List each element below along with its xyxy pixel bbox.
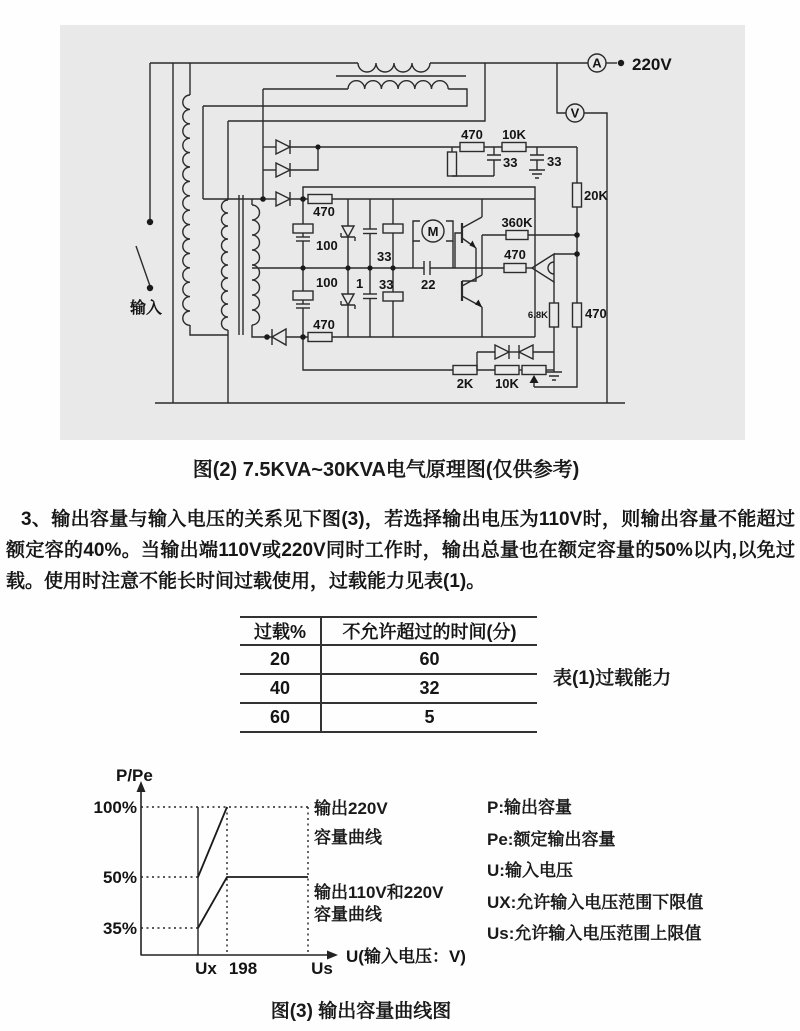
label-r10k-bottom: 10K	[495, 376, 519, 391]
x-tick-us: Us	[311, 959, 333, 978]
curve2-label-line1: 输出110V和220V	[314, 883, 444, 902]
label-r360k: 360K	[501, 215, 533, 230]
label-c33-d: 33	[379, 277, 394, 292]
y-tick-35: 35%	[102, 919, 137, 938]
table-cell: 5	[424, 707, 435, 727]
curve1-label-line2: 容量曲线	[314, 828, 382, 847]
y-axis-label: P/Pe	[116, 766, 153, 785]
x-tick-ux: Ux	[195, 959, 217, 978]
curve2-label-line2: 容量曲线	[314, 905, 382, 924]
label-r470-right: 470	[585, 306, 607, 321]
table-caption: 表(1)过载能力	[553, 668, 672, 689]
label-r470-d4: 470	[313, 317, 335, 332]
label-r20k: 20K	[584, 188, 608, 203]
table-header-time: 不允许超过的时间(分)	[342, 622, 517, 642]
table-cell: 20	[240, 646, 322, 673]
label-r470-d3: 470	[313, 204, 335, 219]
label-r10k-top: 10K	[502, 127, 526, 142]
motor-label: M	[427, 224, 439, 239]
chart-legend	[487, 792, 703, 950]
overload-table	[240, 616, 537, 733]
table-cell: 60	[240, 704, 322, 731]
capacity-chart	[0, 750, 520, 1000]
circuit-schematic	[0, 0, 800, 460]
legend-item-us: Us:允许输入电压范围上限值	[487, 924, 702, 944]
chart-curves	[198, 807, 308, 928]
legend-item-ux: UX:允许输入电压范围下限值	[487, 892, 704, 912]
legend-item-pe: Pe:额定输出容量	[487, 829, 616, 849]
label-c1: 1	[356, 276, 364, 291]
label-r100-b: 100	[316, 275, 338, 290]
y-tick-50: 50%	[102, 868, 137, 887]
label-r100-a: 100	[316, 238, 338, 253]
figure3-caption: 图(3) 输出容量曲线图	[270, 1001, 452, 1022]
curve-220v	[198, 807, 227, 877]
label-c33-c: 33	[377, 249, 392, 264]
table-cell: 40	[240, 675, 322, 702]
table-header-row	[240, 618, 537, 646]
table-row	[240, 704, 537, 733]
chart-axes	[141, 788, 331, 955]
input-label: 输入	[129, 300, 163, 317]
y-tick-100: 100%	[93, 798, 137, 817]
table-cell: 60	[419, 649, 440, 669]
legend-item-p: P:输出容量	[487, 798, 572, 817]
label-c22: 22	[421, 277, 436, 292]
table-header-overload: 过载%	[240, 618, 322, 644]
label-r470-top: 470	[461, 127, 483, 142]
curve-110v-220v	[198, 877, 308, 928]
label-c33-a: 33	[503, 155, 518, 170]
x-axis-label: U(输入电压：V)	[346, 947, 466, 966]
label-r6k8: 6.8K	[527, 310, 548, 321]
label-r2k: 2K	[456, 376, 474, 391]
ammeter-label: A	[592, 55, 602, 71]
curve1-label-line1: 输出220V	[314, 799, 388, 818]
table-row	[240, 675, 537, 704]
label-c33-b: 33	[547, 154, 562, 169]
figure2-caption: 图(2) 7.5KVA~30KVA电气原理图(仅供参考)	[192, 459, 580, 481]
x-tick-198: 198	[228, 959, 258, 978]
table-cell: 32	[419, 678, 440, 698]
voltmeter-label: V	[570, 105, 580, 121]
body-paragraph: 3、输出容量与输入电压的关系见下图(3)，若选择输出电压为110V时，则输出容量不能超过额定容的40%。当输出端110V或220V同时工作时，输出总量也在额定容量的50%以内,以免过载。使用时注意不能长时间过载使用，过载能力见表(1)。	[6, 509, 795, 592]
legend-item-u: U:输入电压	[487, 861, 573, 881]
mains-voltage-label: 220V	[632, 55, 672, 74]
table-row	[240, 646, 537, 675]
label-r470-fb: 470	[504, 247, 526, 262]
